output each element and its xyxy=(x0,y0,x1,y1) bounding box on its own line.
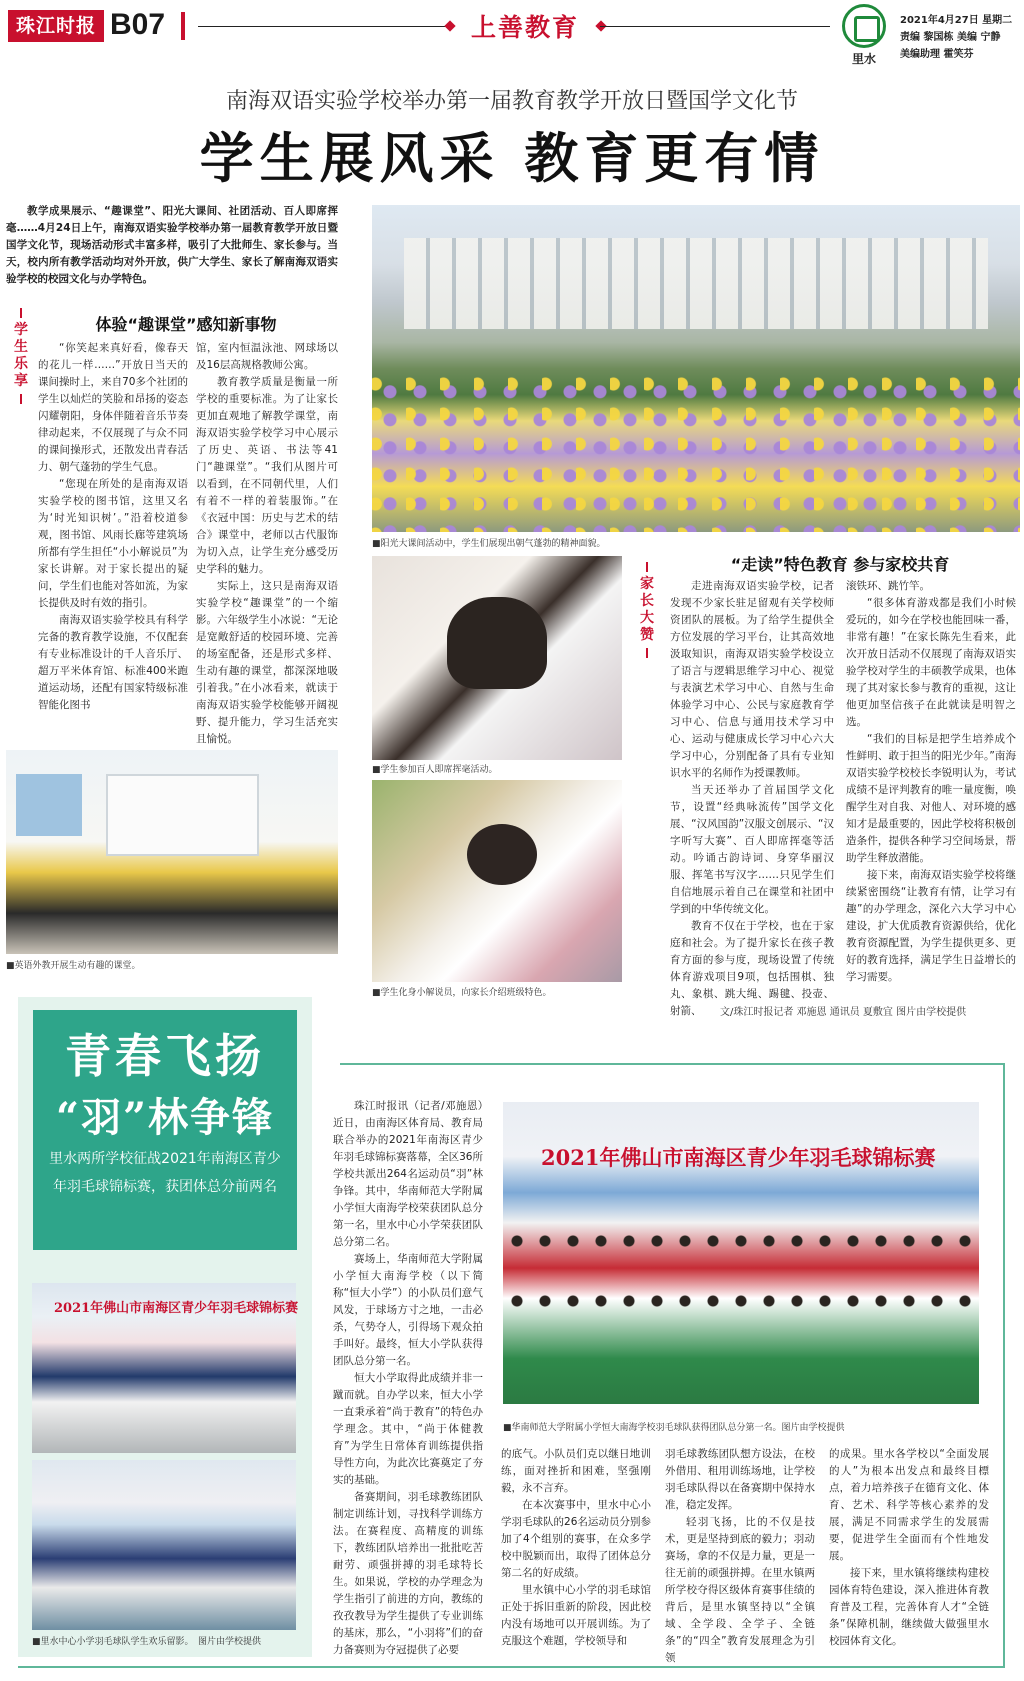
caption-student-guide: ■学生化身小解说员，向家长介绍班级特色。 xyxy=(372,988,552,998)
photo-campus-exercise xyxy=(372,205,1020,532)
header-rule-left xyxy=(198,26,448,27)
page-number: B07 xyxy=(110,8,166,41)
frame-bottom-rule xyxy=(18,1666,1005,1668)
frame-top-rule xyxy=(340,1063,1004,1065)
lishui-emblem-icon xyxy=(842,4,886,48)
diamond-icon xyxy=(444,20,455,31)
badminton-column-b: 的底气。小队员们克以继日地训练，面对挫折和困难，坚强刚毅，永不言弃。 在本次赛事中，里水中心小学羽毛球队的26名运动员分别参加了4个组别的赛事，在众多学校中脱颖而出，取得了团体总分第二名的好成绩。 里水镇中心小学的羽毛球馆正处于拆旧重新的阶段，因此校内没有场地可以开展训练。为了克服这个难题，学校领导和 xyxy=(501,1448,651,1647)
caption-team: ■华南师范大学附属小学恒大南海学校羽毛球队获得团队总分第一名。图片由学校提供 xyxy=(503,1423,845,1433)
photo-banner-small: 2021年佛山市南海区青少年羽毛球锦标赛 xyxy=(54,1301,299,1316)
section2-column-a: 走进南海双语实验学校，记者发现不少家长驻足留观有关学校师资团队的展板。为了给学生提供全方位发展的学习平台，让其高效地汲取知识，南海双语实验学校设立了语言与逻辑思维学习中心、视觉与表演艺术学习中心、自然与生命体验学习中心、公民与家庭教育学习中心、信息与通用技术学习中心、运动与健康成长学习中心六大学习中心，分别配备了具有专业知识水平的名师作为授课教师。 当天还举办了首届国学文化节，设置“经典咏流传”国学文化展、“汉风国韵”汉服文创展示、“汉字听写大赛”、百人即席挥毫等活动。吟诵古韵诗词、身穿华丽汉服、挥笔书写汉字……只见学生们自信地展示着自己在课堂和社团中学到的中华传统文化。 教育不仅在于学校，也在于家庭和社会。为了提升家长在孩子教育方面的参与度，现场设置了传统体育游戏项目9项，包括围棋、独丸、象棋、跳大绳、踢毽、投壶、射箭、 xyxy=(670,580,834,1017)
section1-column-a: “你笑起来真好看，像春天的花儿一样……”开放日当天的课间操时上，来自70多个社团的学生以灿烂的笑脸和昂扬的姿态闪耀朝阳，身体伴随着音乐节奏律动起来，不仅展现了与众不同的课间操形式，还散发出青春活力、朝气蓬勃的学生气息。 “您现在所处的是南海双语实验学校的图书馆，这里又名为‘时光知识树’。”沿着校道参观，图书馆、风雨长廊等建筑场所都有学生担任“小小解说员”为家长讲解。对于家长提出的疑问，学生们也能对答如流，为家长提供及时有效的指引。 南海双语实验学校具有科学完备的教育教学设施，不仅配套有专业标准设计的千人音乐厅、超万平米体育馆、标准400米跑道运动场，还配有国家特级标准智能化图书 xyxy=(38,342,188,711)
article-headline: 学生展风采 教育更有情 xyxy=(199,126,825,190)
article-intro: 教学成果展示、“趣课堂”、阳光大课间、社团活动、百人即席挥毫……4月24日上午，南海双语实验学校举办第一届教育教学开放日暨国学文化节，现场活动形式丰富多样，吸引了大批师生、家长参与。当天，校内所有教学活动均对外开放，供广大学生、家长了解南海双语实验学校的校园文化与办学特色。 xyxy=(6,205,338,285)
section-title: 上善教育 xyxy=(470,13,579,42)
label-rule xyxy=(20,394,22,404)
photo-badminton-girls xyxy=(32,1283,299,1453)
section1-title: 体验“趣课堂”感知新事物 xyxy=(95,315,277,334)
header-rule-right xyxy=(600,26,830,27)
photo-student-guide xyxy=(372,780,622,982)
divider xyxy=(181,12,185,40)
badminton-column-d: 的成果。里水各学校以“全面发展的人”为根本出发点和最终目標点，着力培养孩子在德育文化、体育、艺术、科学等核心素养的发展，满足不同需求学生的发展需要，促进学生全面而有个性地发展。 接下来，里水镇将继续构建校园体育特色建设，深入推进体育教育普及工程，完善体育人才“全链条”保障机制，继续做大做强里水校园体育文化。 xyxy=(829,1448,989,1647)
label-rule xyxy=(646,648,648,658)
photo-calligraphy xyxy=(372,556,622,760)
feature-title-1: 青春飞扬 xyxy=(65,1029,265,1083)
label-students: 学生乐享 xyxy=(14,322,28,389)
badminton-column-c: 羽毛球教练团队想方设法，在校外借用、租用训练场地，让学校羽毛球队得以在备赛期中保持水准，稳定发挥。 轻羽飞扬，比的不仅是技术，更是坚持到底的毅力；羽动赛场，拿的不仅是力量，更是一往无前的顽强拼搏。在里水镇两所学校夺得区级体育赛事佳绩的背后，是里水镇坚持以“全镇域、全学段、全学子、全链条”的“四全”教育发展理念为引领 xyxy=(665,1448,815,1664)
caption-left-photos: ■里水中心小学羽毛球队学生欢乐留影。 图片由学校提供 xyxy=(32,1637,262,1647)
section2-title: “走读”特色教育 参与家校共育 xyxy=(730,555,950,574)
label-rule xyxy=(646,562,648,572)
emblem-label: 里水 xyxy=(851,52,876,66)
issue-date: 2021年4月27日 星期二 xyxy=(900,15,1013,26)
editors-line-1: 责编 黎国栋 美编 宁静 xyxy=(900,32,1001,43)
editors-line-2: 美编助理 霍笑芬 xyxy=(900,49,974,60)
article-subhead: 南海双语实验学校举办第一届教育教学开放日暨国学文化节 xyxy=(225,89,798,114)
badminton-column-a: 珠江时报讯（记者/邓施恩）近日，由南海区体育局、教育局联合举办的2021年南海区青少年羽毛球锦标赛落幕，全区36所学校共派出264名运动员“羽”林争锋。其中，华南师范大学附属小学恒大南海学校荣获团队总分第一名，里水中心小学荣获团队总分第二名。 赛场上，华南师范大学附属小学恒大南海学校（以下简称“恒大小学”）的小队员们意气风发，于球场方寸之地，一击必杀，气势夺人，引得场下观众拍手叫好。最终，恒大小学队获得团队总分第一名。 恒大小学取得此成绩并非一蹴而就。自办学以来，恒大小学一直秉承着“尚于教育”的特色办学理念。其中，“尚于体健教育”为学生日常体育训练提供指导性方向，为此次比赛奠定了夯实的基础。 备赛期间，羽毛球教练团队制定训练计划，寻找科学训练方法。在赛程度、高精度的训练下，教练团队培养出一批批吃苦耐劳、顽强拼搏的羽毛球特长生。如果说，学校的办学理念为学生指引了前进的方向，教练的孜孜教导为学生提供了专业训练的基床，那么，“小羽将”们的奋力备赛则为夺冠提供了必要 xyxy=(333,1100,483,1656)
photo-classroom xyxy=(6,750,338,954)
caption-calligraphy: ■学生参加百人即席挥毫活动。 xyxy=(372,765,498,775)
section1-column-b: 馆，室内恒温泳池、网球场以及16层高规格教师公寓。 教育教学质量是衡量一所学校的重要标准。为了让家长更加直观地了解教学课堂，南海双语实验学校学习中心展示了历史、英语、书法等41门“趣课堂”。“我们从图片可以看到，在不同朝代里，人们有着不一样的着装服饰。”在《衣冠中国：历史与艺术的结合》课堂中，老师以古代服饰为切入点，让学生充分感受历史学科的魅力。 实际上，这只是南海双语实验学校“趣课堂”的一个缩影。六年级学生小冰说：“无论是宽敞舒适的校园环境、完善的场室配备，还是形式多样、生动有趣的课堂，都深深地吸引着我。”在小冰看来，就读于南海双语实验学校能够开阔视野、提升能力，学习生活充实且愉悦。 xyxy=(196,342,338,745)
newspaper-logo: 珠江时报 xyxy=(8,10,104,42)
caption-campus: ■阳光大课间活动中，学生们展现出朝气蓬勃的精神面貌。 xyxy=(372,539,606,549)
label-parents: 家长大赞 xyxy=(640,576,654,643)
section2-column-b: 滚铁环、跳竹竿。 “很多体育游戏都是我们小时候爱玩的，如今在学校也能回味一番，非常有趣！”在家长陈先生看来，此次开放日活动不仅展现了南海双语实验学校对学生的丰硕教学成果，也体现了其对家长参与教育的重视，这让他更加坚信孩子在此就读是明智之选。 “我们的目标是把学生培养成个性鲜明、敢于担当的阳光少年。”南海双语实验学校校长李锐明认为，考试成绩不是评判教育的唯一量度衡，唤醒学生对自我、对他人、对环境的感知才是最重要的，因此学校将积极创造条件，提供各种学习空间场景，帮助学生释放潜能。 接下来，南海双语实验学校将继续紧密围绕“让教育有情，让学习有趣”的办学理念，深化六大学习中心建设，扩大优质教育资源供给，优化教育资源配置，为学生提供更多、更好的教育选择，满足学生日益增长的学习需要。 xyxy=(846,580,1016,983)
masthead xyxy=(0,0,1024,66)
photo-badminton-team xyxy=(503,1102,979,1404)
photo-banner: 2021年佛山市南海区青少年羽毛球锦标赛 xyxy=(541,1145,936,1170)
photo-badminton-boys xyxy=(32,1460,296,1630)
feature-title-2: “羽”林争锋 xyxy=(55,1094,274,1141)
frame-right-rule xyxy=(1003,1063,1005,1667)
feature-description: 里水两所学校征战2021年南海区青少年羽毛球锦标赛，获团体总分前两名 xyxy=(49,1151,281,1195)
caption-classroom: ■英语外教开展生动有趣的课堂。 xyxy=(6,961,141,971)
label-rule xyxy=(20,308,22,318)
article-credit: 文/珠江时报记者 邓施恩 通讯员 夏敷宜 图片由学校提供 xyxy=(720,1007,967,1018)
issue-meta xyxy=(900,12,1024,63)
